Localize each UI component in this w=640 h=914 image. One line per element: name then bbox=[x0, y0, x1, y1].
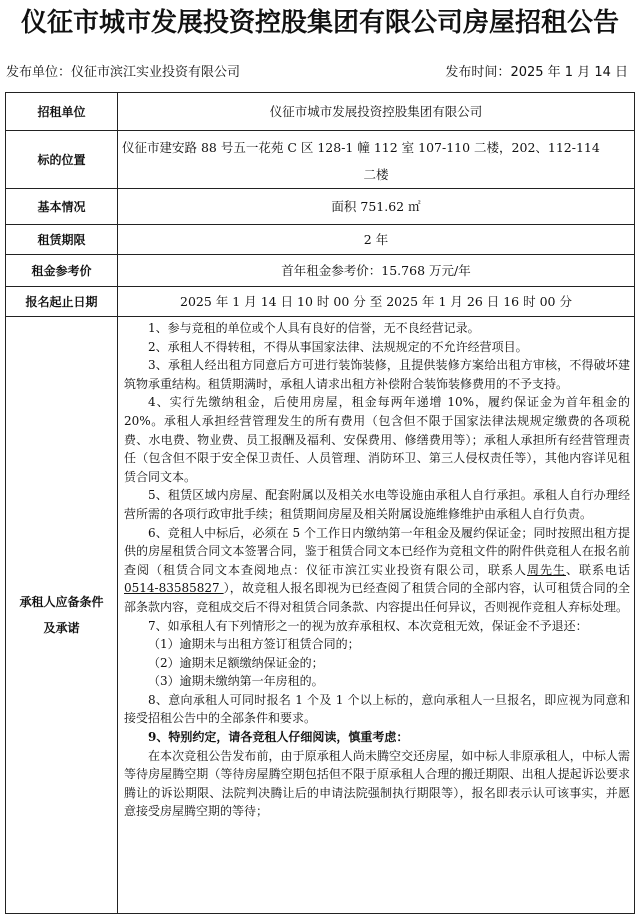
table-row bbox=[6, 225, 635, 255]
condition-3: 3、承租人经出租方同意后方可进行装饰装修，且提供装修方案给出租方审核，不得破坏建筑物承重结构。租赁期满时，承租人请求出租方补偿附合装饰装修费用的不予支持。 bbox=[124, 358, 630, 391]
condition-5: 5、租赁区域内房屋、配套附属以及相关水电等设施由承租人自行承担。承租人自行办理经营所需的各项行政审批手续；租赁期间房屋及相关附属设施维修维护由承租人自行负责。 bbox=[124, 488, 630, 521]
rent-label: 租金参考价 bbox=[6, 255, 118, 287]
condition-6-text-a: 6、竞租人中标后，必须在 5 个工作日内缴纳第一年租金及履约保证金；同时按照出租方提供的房屋租赁合同文本签署合同，鉴于租赁合同文本已经作为竞租文件的附件供竞租人在报名前查阅（租赁合同文本查阅地点：仪征市滨江实业投资有限公司，联系人 bbox=[124, 525, 630, 577]
lessor-label: 招租单位 bbox=[6, 93, 118, 131]
location-label: 标的位置 bbox=[6, 131, 118, 189]
condition-2: 2、承租人不得转租，不得从事国家法律、法规规定的不允许经营项目。 bbox=[148, 339, 528, 354]
condition-1: 1、参与竞租的单位或个人具有良好的信誉，无不良经营记录。 bbox=[148, 321, 480, 335]
basic-label: 基本情况 bbox=[6, 189, 118, 225]
table-row bbox=[6, 93, 635, 131]
contact-person: 周先生 bbox=[526, 562, 566, 577]
conditions-label-line2: 及承诺 bbox=[43, 621, 80, 635]
publish-time-value: 2025 年 1 月 14 日 bbox=[510, 65, 628, 80]
term-label: 租赁期限 bbox=[6, 225, 118, 255]
condition-9-text: 在本次竞租公告发布前，由于原承租人尚未腾空交还房屋，如中标人非原承租人，中标人需等待房屋腾空期（等待房屋腾空期包括但不限于原承租人合理的搬迁期限、出租人提起诉讼要求腾让的诉讼期限、法院判决腾让后的申请法院强制执行期限等），报名即表示认可该事实，并愿意接受房屋腾空期的等待； bbox=[124, 748, 630, 819]
condition-8: 8、意向承租人可同时报名 1 个及 1 个以上标的，意向承租人一旦报名，即应视为同意和接受招租公告中的全部条件和要求。 bbox=[124, 692, 630, 726]
publish-time-info bbox=[445, 64, 628, 82]
publisher-name: 仪征市滨江实业投资有限公司 bbox=[71, 65, 241, 80]
term-value: 2 年 bbox=[118, 225, 635, 255]
contact-phone: 0514-83585827 bbox=[124, 581, 224, 596]
table-row bbox=[6, 287, 635, 317]
conditions-label bbox=[6, 317, 118, 914]
condition-7: 7、如承租人有下列情形之一的视为放弃承租权、本次竞租无效，保证金不予退还： bbox=[148, 618, 588, 633]
notice-table bbox=[5, 92, 635, 914]
page-title: 仪征市城市发展投资控股集团有限公司房屋招租公告 bbox=[20, 8, 619, 38]
conditions-label-line1: 承租人应备条件 bbox=[19, 595, 104, 609]
signup-label: 报名起止日期 bbox=[6, 287, 118, 317]
signup-value: 2025 年 1 月 14 日 10 时 00 分 至 2025 年 1 月 26 日 16 时 00 分 bbox=[118, 287, 635, 317]
condition-7-item-2: （2）逾期未足额缴纳保证金的； bbox=[148, 655, 324, 670]
condition-6-text-b: 、联系电话 bbox=[565, 562, 630, 577]
location-cell bbox=[118, 131, 635, 189]
condition-9-heading: 9、特别约定，请各竞租人仔细阅读，慎重考虑： bbox=[148, 730, 409, 745]
conditions-cell bbox=[118, 317, 635, 914]
rent-value: 首年租金参考价：15.768 万元/年 bbox=[118, 255, 635, 287]
location-line2: 二楼 bbox=[363, 166, 389, 182]
basic-value: 面积 751.62 ㎡ bbox=[118, 189, 635, 225]
publisher-info bbox=[6, 64, 240, 82]
condition-7-item-3: （3）逾期未缴纳第一年房租的。 bbox=[148, 674, 324, 689]
condition-4: 4、实行先缴纳租金，后使用房屋，租金每两年递增 10%，履约保证金为首年租金的 20%。承租人承担经营管理发生的所有费用（包含但不限于国家法律法规规定缴费的各项税费、水电费、物业费、员工报酬及福利、安保费用、修缮费用等）；承租人承担所有经营管理责任（包含但不限于安全保卫责任、人员管理、消防环卫、第三人侵权责任等），其他内容详见租赁合同文本。 bbox=[124, 395, 630, 484]
publisher-label: 发布单位： bbox=[6, 65, 72, 80]
condition-6-text-c: ），故竞租人报名即视为已经查阅了租赁合同的全部内容，认可租赁合同的全部条款内容，竞租成交后不得对租赁合同条款、内容提出任何异议，否则视作竞租人弃标处理。 bbox=[124, 581, 630, 614]
condition-6 bbox=[124, 524, 630, 617]
condition-7-item-1: （1）逾期未与出租方签订租赁合同的； bbox=[148, 637, 360, 652]
table-row bbox=[6, 255, 635, 287]
location-line1: 仪征市建安路 88 号五一花苑 C 区 128-1 幢 112 室 107-110 二楼，202、112-114 bbox=[122, 139, 600, 155]
table-row bbox=[6, 131, 635, 189]
lessor-value: 仪征市城市发展投资控股集团有限公司 bbox=[118, 93, 635, 131]
table-row bbox=[6, 189, 635, 225]
table-row bbox=[6, 317, 635, 914]
publish-time-label: 发布时间： bbox=[445, 65, 511, 80]
